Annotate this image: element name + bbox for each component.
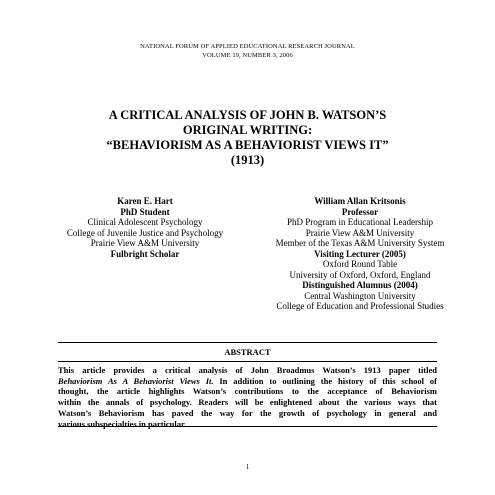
author-affiliation-line: Prairie View A&M University (90, 238, 200, 248)
author-affiliation-line: Member of the Texas A&M University System (275, 238, 445, 248)
author-honor: Visiting Lecturer (2005) (314, 248, 406, 259)
author-affiliation-line: Central Washington University (304, 290, 416, 301)
author-name: William Allan Kritsonis (314, 196, 406, 206)
author-honor: Distinguished Alumnus (2004) (302, 280, 418, 290)
abstract-bottom-rule (58, 426, 437, 427)
abstract-line (58, 376, 437, 387)
author-honor: Fulbright Scholar (110, 248, 180, 259)
author-affiliation-line: University of Oxford, Oxford, England (289, 269, 431, 280)
abstract-line: Watson’s Behaviorism has paved the way for the growth of psychology in general and (58, 407, 437, 418)
title-line: ORIGINAL WRITING: (182, 123, 313, 137)
author-block-hart (40, 196, 250, 259)
author-affiliation-line: College of Education and Professional Studies (276, 301, 444, 311)
abstract-heading-rule (58, 361, 437, 362)
journal-name: NATIONAL FORUM OF APPLIED EDUCATIONAL RESEARCH JOURNAL (140, 43, 355, 50)
title-line: (1913) (230, 153, 265, 167)
paper-title-italic: Behaviorism As A Behaviorist Views It. (58, 375, 214, 386)
title-line: A CRITICAL ANALYSIS OF JOHN B. WATSON’S (108, 108, 387, 122)
abstract-line: within the annals of psychology. Readers will be enlightened about the various ways that (58, 397, 437, 408)
author-affiliation-line: College of Juvenile Justice and Psychology (66, 227, 224, 238)
author-affiliation-line: Clinical Adolescent Psychology (87, 217, 203, 227)
abstract-heading: ABSTRACT (224, 347, 271, 357)
abstract-line-rest: In addition to outlining the history of this school of (213, 375, 437, 386)
author-block-kritsonis (250, 196, 470, 312)
page-number: 1 (245, 463, 250, 471)
journal-issue: VOLUME 19, NUMBER 3, 2006 (202, 52, 293, 59)
abstract-line: This article provides a critical analysis of John Broadmus Watson’s 1913 paper titled (58, 365, 437, 375)
author-position: Professor (341, 206, 379, 217)
journal-header (0, 42, 495, 60)
author-name: Karen E. Hart (117, 196, 173, 206)
abstract-line: various subspecialties in particular. (58, 418, 187, 429)
abstract-top-rule (58, 342, 437, 343)
author-affiliation-line: PhD Program in Educational Leadership (287, 217, 433, 227)
paper-title (40, 108, 455, 168)
title-line: “BEHAVIORISM AS A BEHAVIORIST VIEWS IT” (106, 138, 389, 152)
author-affiliation-line: Oxford Round Table (322, 259, 398, 269)
author-affiliation-line: Prairie View A&M University (305, 227, 415, 238)
abstract-line: thought, the article highlights Watson’s contributions to the acceptance of Behaviorism (58, 386, 437, 397)
author-position: PhD Student (120, 206, 170, 217)
abstract-body (58, 365, 437, 429)
